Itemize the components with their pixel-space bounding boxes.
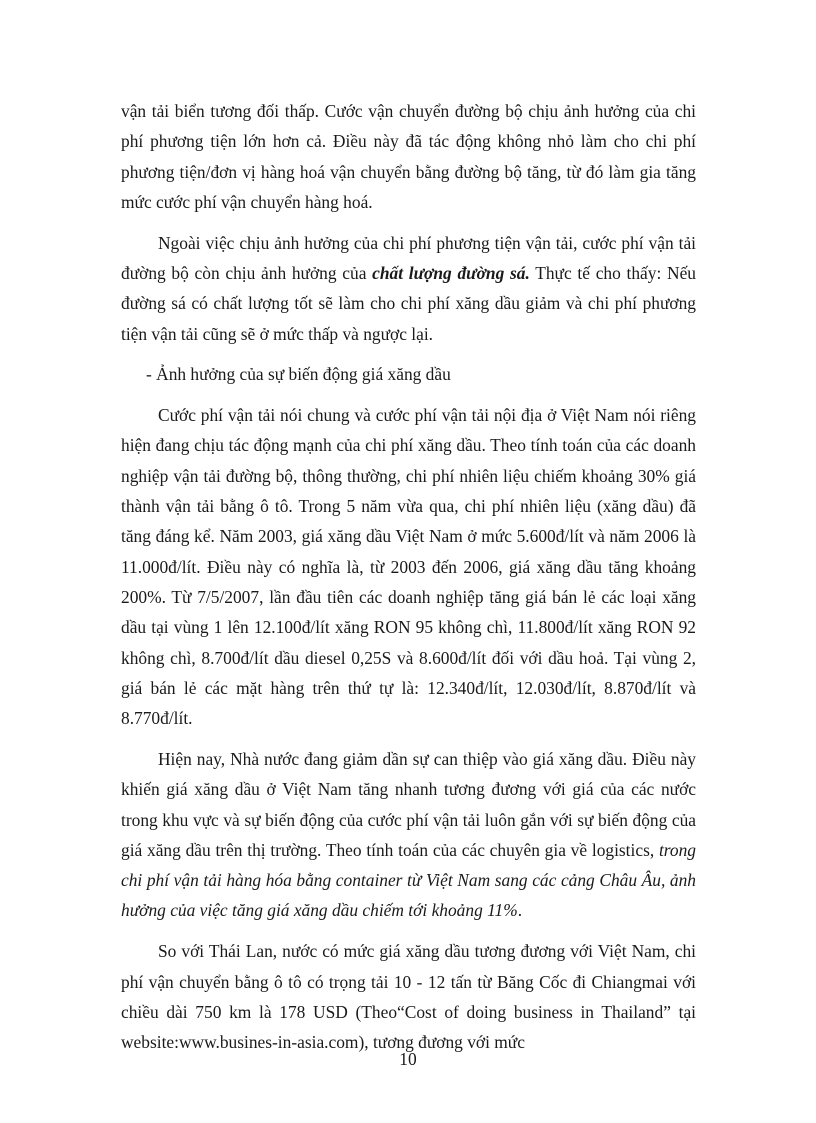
section-heading-fuel-price: - Ảnh hưởng của sự biến động giá xăng dầu [146,364,451,385]
state-intervention-text-before: Hiện nay, Nhà nước đang giảm dần sự can thiệp vào giá xăng dầu. Điều này khiến giá xăng dầu ở Việt Nam tăng nhanh tương đương với giá của các nước trong khu vực và sự biến động của cước phí vận tải luôn gắn với sự biến động của giá xăng dầu trên thị trường. Theo tính toán của các chuyên gia về logistics, [121,748,696,860]
paragraph-road-vehicle-costs: vận tải biển tương đối thấp. Cước vận chuyển đường bộ chịu ảnh hưởng của chi phí phương tiện lớn hơn cả. Điều này đã tác động không nhỏ làm cho chi phí phương tiện/đơn vị hàng hoá vận chuyển bằng đường bộ tăng, từ đó làm gia tăng mức cước phí vận chuyển hàng hoá. [121,101,696,212]
paragraph-fuel-price-impact: Cước phí vận tải nói chung và cước phí vận tải nội địa ở Việt Nam nói riêng hiện đang chịu tác động mạnh của chi phí xăng dầu. Theo tính toán của các doanh nghiệp vận tải đường bộ, thông thường, chi phí nhiên liệu chiếm khoảng 30% giá thành vận tải bằng ô tô. Trong 5 năm vừa qua, chi phí nhiên liệu (xăng dầu) đã tăng đáng kể. Năm 2003, giá xăng dầu Việt Nam ở mức 5.600đ/lít và năm 2006 là 11.000đ/lít. Điều này có nghĩa là, từ 2003 đến 2006, giá xăng dầu tăng khoảng 200%. Từ 7/5/2007, lần đầu tiên các doanh nghiệp tăng giá bán lẻ các loại xăng dầu tại vùng 1 lên 12.100đ/lít xăng RON 95 không chì, 11.800đ/lít xăng RON 92 không chì, 8.700đ/lít dầu diesel 0,25S và 8.600đ/lít đối với dầu hoả. Tại vùng 2, giá bán lẻ các mặt hàng trên thứ tự là: 12.340đ/lít, 12.030đ/lít, 8.870đ/lít và 8.770đ/lít. [121,405,696,729]
road-quality-text-after: Thực tế cho thấy: Nếu đường sá có chất lượng tốt sẽ làm cho chi phí xăng dầu giảm và chi phí phương tiện vận tải cũng sẽ ở mức thấp và ngược lại. [121,262,696,344]
paragraph-thailand-comparison: So với Thái Lan, nước có mức giá xăng dầu tương đương với Việt Nam, chi phí vận chuyển bằng ô tô có trọng tải 10 - 12 tấn từ Băng Cốc đi Chiangmai với chiều dài 750 km là 178 USD (Theo“Cost of doing business in Thailand” tại website:www.busines-in-asia.com), tương đương với mức [121,941,696,1053]
page-number: 10 [399,1049,417,1069]
road-quality-emphasis: chất lượng đường sá. [372,262,530,283]
paragraph-state-intervention [121,744,696,926]
state-intervention-italic-quote: trong chi phí vận tải hàng hóa bằng container từ Việt Nam sang các cảng Châu Âu, ảnh hưởng của việc tăng giá xăng dầu chiếm tới khoảng 11% [121,839,696,921]
state-intervention-text-after: . [517,900,523,921]
document-page [121,96,696,1057]
paragraph-road-quality [121,228,696,349]
road-quality-text-before: Ngoài việc chịu ảnh hưởng của chi phí phương tiện vận tải, cước phí vận tải đường bộ còn chịu ảnh hưởng của [121,232,696,283]
